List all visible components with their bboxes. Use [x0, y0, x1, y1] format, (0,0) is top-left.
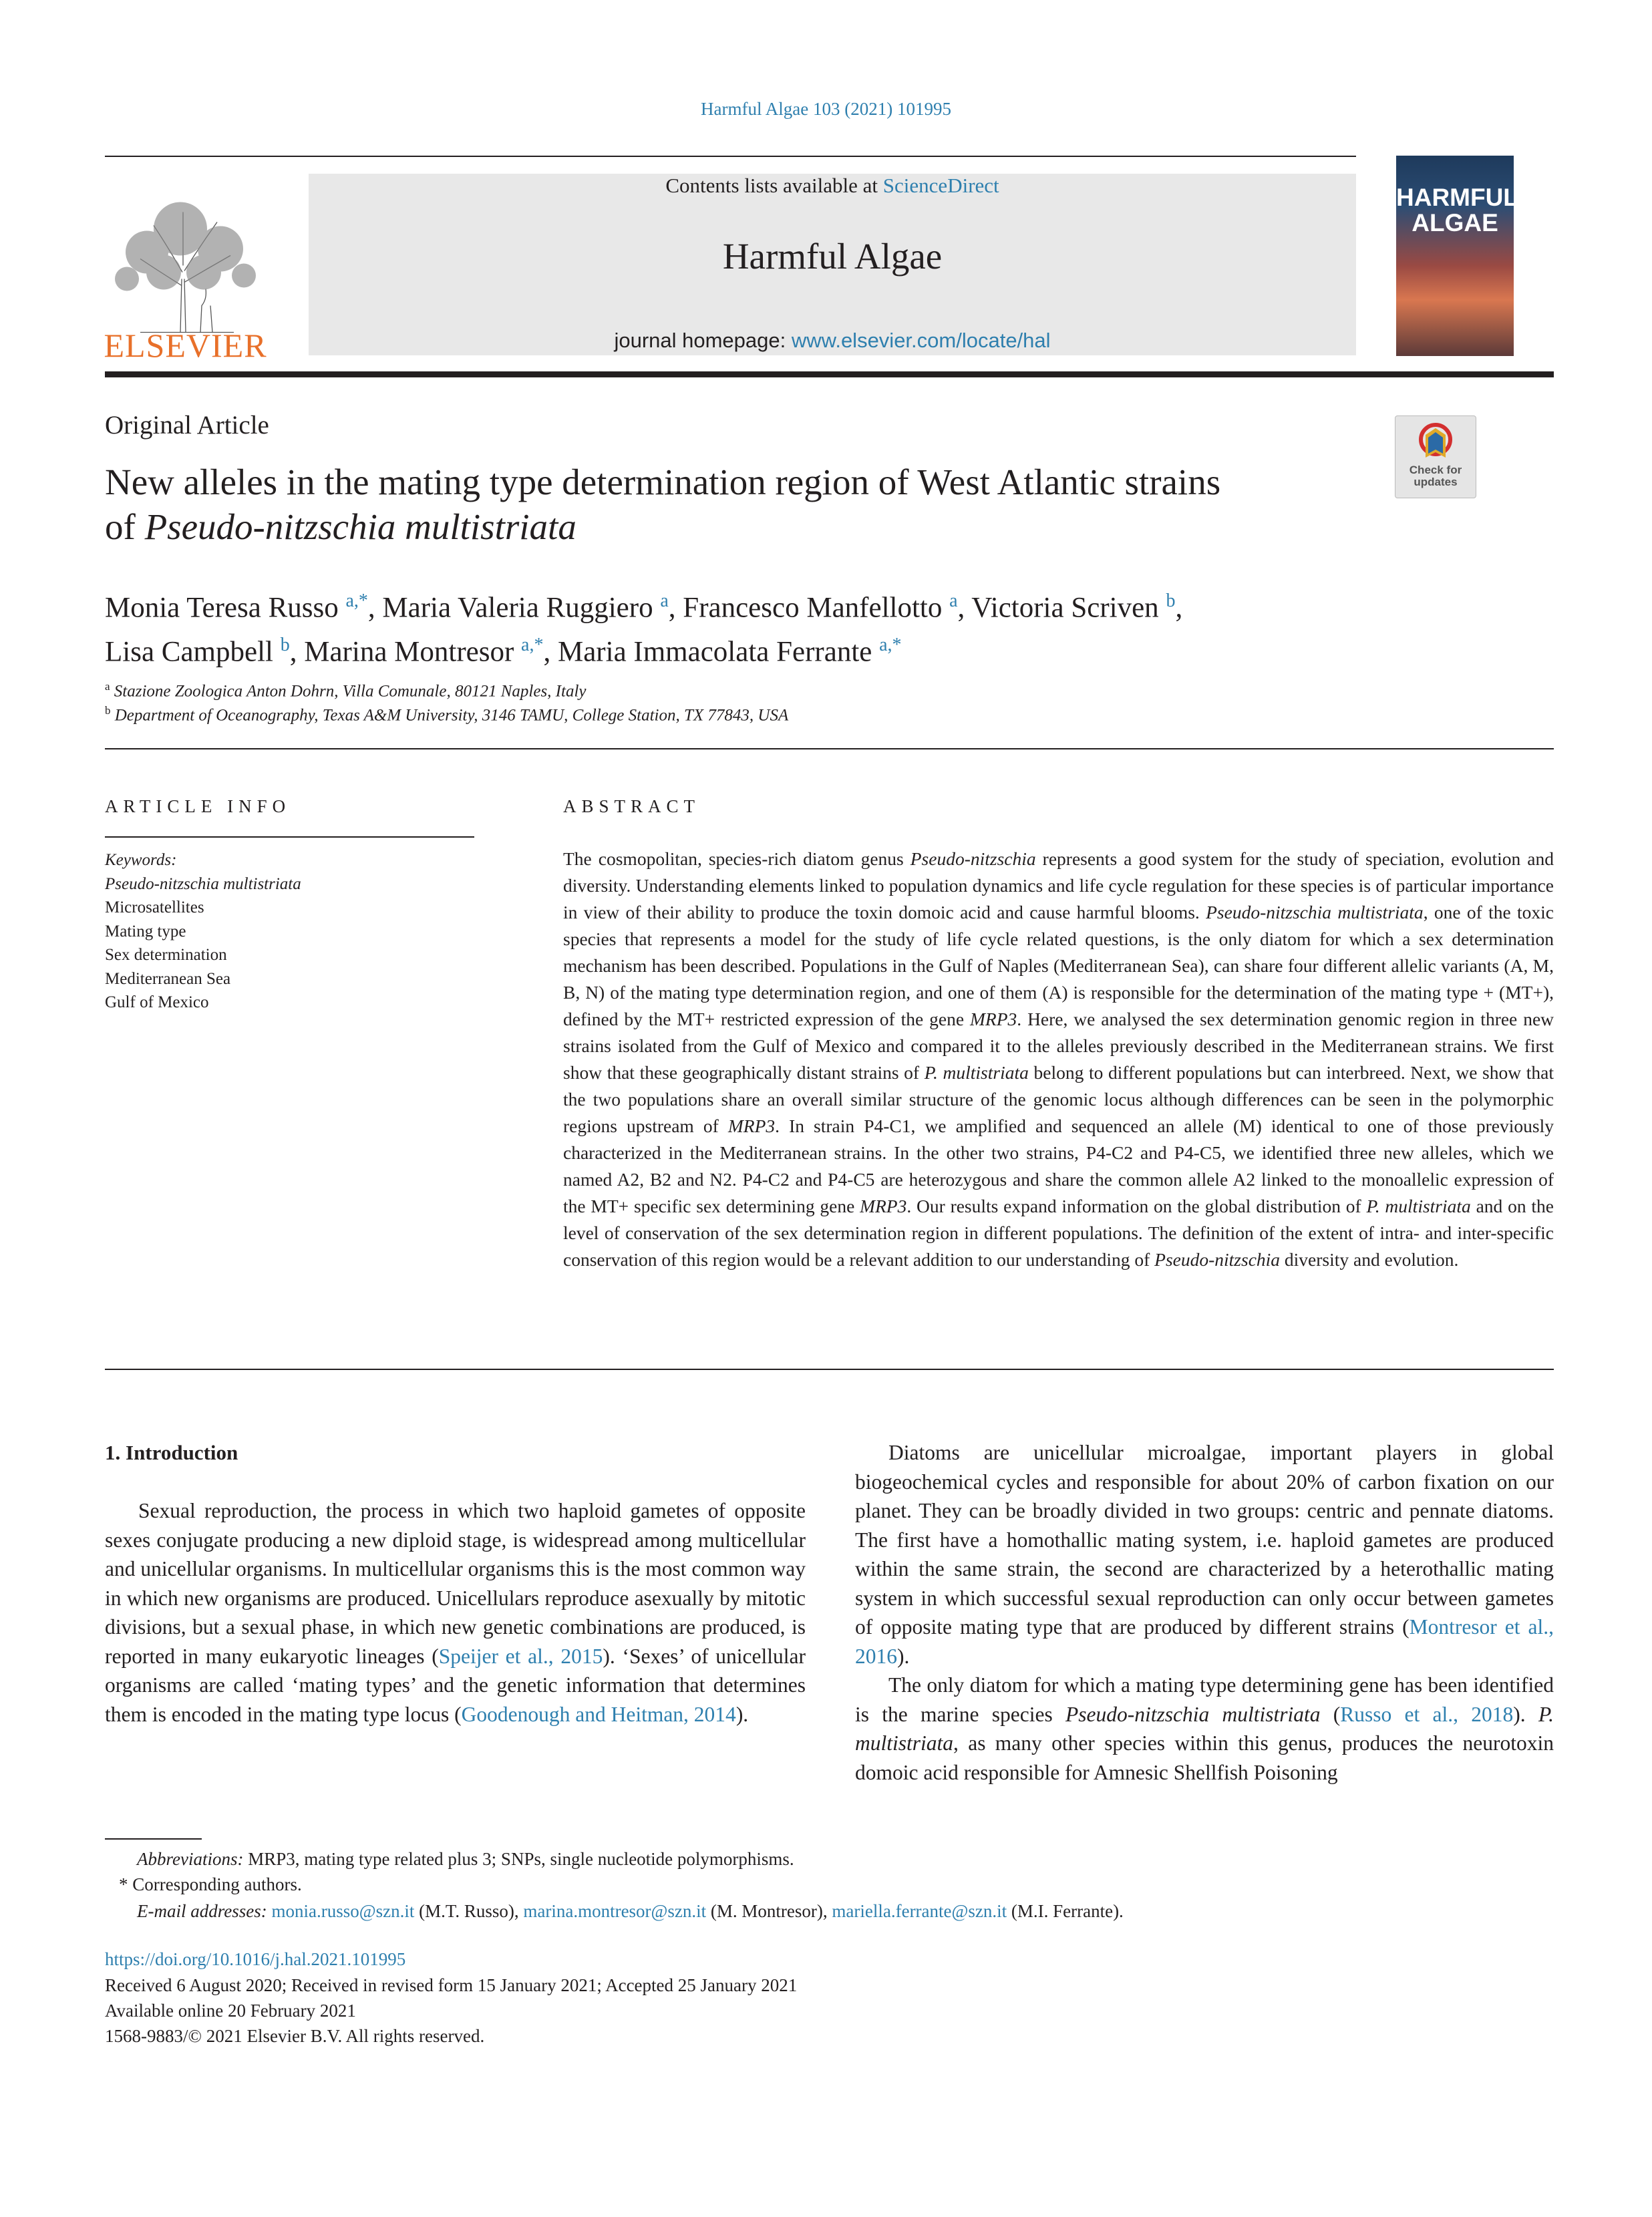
article-type: Original Article: [105, 411, 269, 440]
author-affiliation-marker[interactable]: b: [1166, 590, 1176, 611]
author-affiliation-marker[interactable]: b: [280, 635, 290, 656]
keywords-block: [105, 848, 479, 1015]
abstract-heading: ABSTRACT: [563, 796, 701, 816]
author-affiliation-marker[interactable]: a: [949, 590, 958, 611]
intro-paragraph-2: Diatoms are unicellular microalgae, important players in global biogeochemical cycles and responsible for about 20% of carbon fixation on our planet. They can be broadly divided in two groups: centric and pennate diatoms. The first have a homothallic mating system, i.e. haploid gametes are produced within the same strain, the second are characterized by a heterothallic mating system in which successful sexual reproduction can only occur between gametes of opposite mating type that are produced by different strains (Montresor et al., 2016).: [855, 1441, 1554, 1668]
journal-title: Harmful Algae: [722, 236, 943, 277]
check-for-updates-badge[interactable]: [1395, 415, 1476, 498]
right-column-text: [855, 1438, 1554, 1787]
keyword-item: Pseudo-nitzschia multistriata: [105, 874, 301, 893]
author-separator: ,: [367, 592, 383, 624]
citation-link[interactable]: Speijer et al., 2015: [438, 1644, 603, 1668]
author-name[interactable]: Marina Montresor: [304, 636, 514, 668]
title-species: Pseudo-nitzschia multistriata: [144, 506, 576, 547]
sciencedirect-link[interactable]: ScienceDirect: [882, 174, 999, 197]
author-name[interactable]: Victoria Scriven: [971, 592, 1159, 624]
corresponding-footnote: * Corresponding authors.: [119, 1874, 302, 1894]
homepage-prefix: journal homepage:: [614, 329, 792, 352]
email-link[interactable]: mariella.ferrante@szn.it: [832, 1901, 1007, 1921]
footnote-rule: [105, 1838, 202, 1840]
citation-link[interactable]: Goodenough and Heitman, 2014: [461, 1702, 736, 1726]
available-online: Available online 20 February 2021: [105, 2001, 356, 2021]
doi-link[interactable]: https://doi.org/10.1016/j.hal.2021.101995: [105, 1949, 406, 1969]
keyword-item: Mating type: [105, 922, 186, 941]
abstract-bottom-rule: [105, 1369, 1554, 1370]
journal-banner: [309, 174, 1356, 355]
author-name[interactable]: Lisa Campbell: [105, 636, 273, 668]
copyright-notice: 1568-9883/© 2021 Elsevier B.V. All rights reserved.: [105, 2026, 485, 2046]
keyword-item: Gulf of Mexico: [105, 993, 209, 1011]
publisher-name: ELSEVIER: [104, 327, 267, 364]
author-separator: ,: [543, 636, 558, 668]
header-bottom-rule: [105, 371, 1554, 377]
citation-link[interactable]: Montresor et al., 2016: [855, 1615, 1554, 1668]
author-separator: ,: [289, 636, 305, 668]
keywords-label: Keywords:: [105, 851, 177, 869]
contents-line: [309, 174, 1356, 198]
keyword-item: Sex determination: [105, 946, 227, 964]
author-affiliation-marker[interactable]: a: [660, 590, 669, 611]
author-separator: ,: [668, 592, 683, 624]
journal-reference[interactable]: Harmful Algae 103 (2021) 101995: [701, 99, 951, 119]
email-footnote: E-mail addresses: monia.russo@szn.it (M.T. Russo), marina.montresor@szn.it (M. Montresor), mariella.ferrante@szn.it (M.I. Ferrante).: [137, 1901, 1124, 1921]
contents-prefix: Contents lists available at: [665, 174, 883, 197]
author-name[interactable]: Francesco Manfellotto: [683, 592, 943, 624]
affiliation-b: $^b$ Department of Oceanography, Texas A&M University, 3146 TAMU, College Station, TX 77843, USA: [105, 704, 789, 725]
intro-paragraph-3: The only diatom for which a mating type determining gene has been identified is the marine species Pseudo-nitzschia multistriata (Russo et al., 2018). P. multistriata, as many other species within this genus, produces the neurotoxin domoic acid responsible for Amnesic Shellfish Poisoning: [855, 1673, 1554, 1784]
introduction-heading: 1. Introduction: [105, 1441, 238, 1464]
journal-cover-image[interactable]: [1396, 156, 1518, 356]
abbreviations-footnote: Abbreviations: MRP3, mating type related plus 3; SNPs, single nucleotide polymorphisms.: [137, 1849, 794, 1869]
article-info-heading: ARTICLE INFO: [105, 796, 291, 816]
keyword-item: Microsatellites: [105, 898, 204, 916]
received-dates: Received 6 August 2020; Received in revised form 15 January 2021; Accepted 25 January 2021: [105, 1975, 798, 1995]
author-separator: ,: [957, 592, 972, 624]
homepage-link[interactable]: www.elsevier.com/locate/hal: [791, 329, 1051, 352]
citation-link[interactable]: Russo et al., 2018: [1340, 1702, 1514, 1726]
affiliation-a: $^a$ Stazione Zoologica Anton Dohrn, Villa Comunale, 80121 Naples, Italy: [105, 680, 587, 701]
homepage-line: [309, 329, 1356, 353]
article-info-rule: [105, 836, 474, 838]
author-affiliation-marker[interactable]: a,*: [345, 590, 368, 611]
author-affiliation-marker[interactable]: a,*: [879, 635, 902, 656]
crossmark-icon: [1419, 423, 1452, 462]
abstract-text: The cosmopolitan, species-rich diatom genus Pseudo-nitzschia represents a good system for the study of speciation, evolution and diversity. Understanding elements linked to population dynamics and life cycle regulation for these species is of particular importance in view of their ability to produce the toxin domoic acid and cause harmful blooms. Pseudo-nitzschia multistriata, one of the toxic species that represents a model for the study of life cycle related questions, is the only diatom for which a sex determination mechanism has been described. Populations in the Gulf of Naples (Mediterranean Sea), can share four different allelic variants (A, M, B, N) of the mating type determination region, and one of them (A) is responsible for the determination of the mating type + (MT+), defined by the MT+ restricted expression of the gene MRP3. Here, we analysed the sex determination genomic region in three new strains isolated from the Gulf of Mexico and compared it to the alleles previously described in the Mediterranean strains. We first show that these geographically distant strains of P. multistriata belong to different populations but can interbreed. Next, we show that the two populations share an overall similar structure of the genomic locus although differences can be seen in the polymorphic regions upstream of MRP3. In strain P4-C1, we amplified and sequenced an allele (M) identical to one of those previously characterized in the Mediterranean strains. In the other two strains, P4-C2 and P4-C5, we identified three new alleles, which we named A2, B2 and N2. P4-C2 and P4-C5 are heterozygous and share the common allele A2 linked to the monoallelic expression of the MT+ specific sex determining gene MRP3. Our results expand information on the global distribution of P. multistriata and on the level of conservation of the sex determination region in different populations. The definition of the extent of intra- and inter-specific conservation of this region would be a relevant addition to our understanding of Pseudo-nitzschia diversity and evolution.: [563, 848, 1554, 1270]
article-title: [105, 460, 1374, 549]
crossmark-label: Check for updates: [1409, 464, 1462, 488]
author-name[interactable]: Maria Valeria Ruggiero: [382, 592, 653, 624]
affiliation-label: a: [105, 680, 110, 693]
author-name[interactable]: Monia Teresa Russo: [105, 592, 339, 624]
title-line-2-prefix: of: [105, 506, 145, 547]
author-name[interactable]: Maria Immacolata Ferrante: [557, 636, 872, 668]
intro-paragraph-1: Sexual reproduction, the process in which two haploid gametes of opposite sexes conjugate producing a new diploid stage, is widespread among multicellular and unicellular organisms. In multicellular organisms this is the most common way in which new organisms are produced. Unicellulars reproduce asexually by mitotic divisions, but a sexual phase, in which new genetic combinations are produced, is reported in many eukaryotic lineages (Speijer et al., 2015). ‘Sexes’ of unicellular organisms are called ‘mating types’ and the genetic information that determines them is encoded in the mating type locus (Goodenough and Heitman, 2014).: [105, 1499, 806, 1726]
title-line-1: New alleles in the mating type determination region of West Atlantic strains: [105, 462, 1221, 502]
header-top-rule: [105, 156, 1356, 157]
email-link[interactable]: marina.montresor@szn.it: [523, 1901, 707, 1921]
cover-title: HARMFUL ALGAE: [1396, 184, 1518, 236]
affiliation-label: b: [105, 704, 111, 717]
affiliation-rule: [105, 748, 1554, 749]
keyword-item: Mediterranean Sea: [105, 969, 231, 988]
email-link[interactable]: monia.russo@szn.it: [271, 1901, 415, 1921]
author-separator: ,: [1175, 592, 1183, 624]
author-list: [105, 582, 1408, 671]
author-affiliation-marker[interactable]: a,*: [521, 635, 544, 656]
